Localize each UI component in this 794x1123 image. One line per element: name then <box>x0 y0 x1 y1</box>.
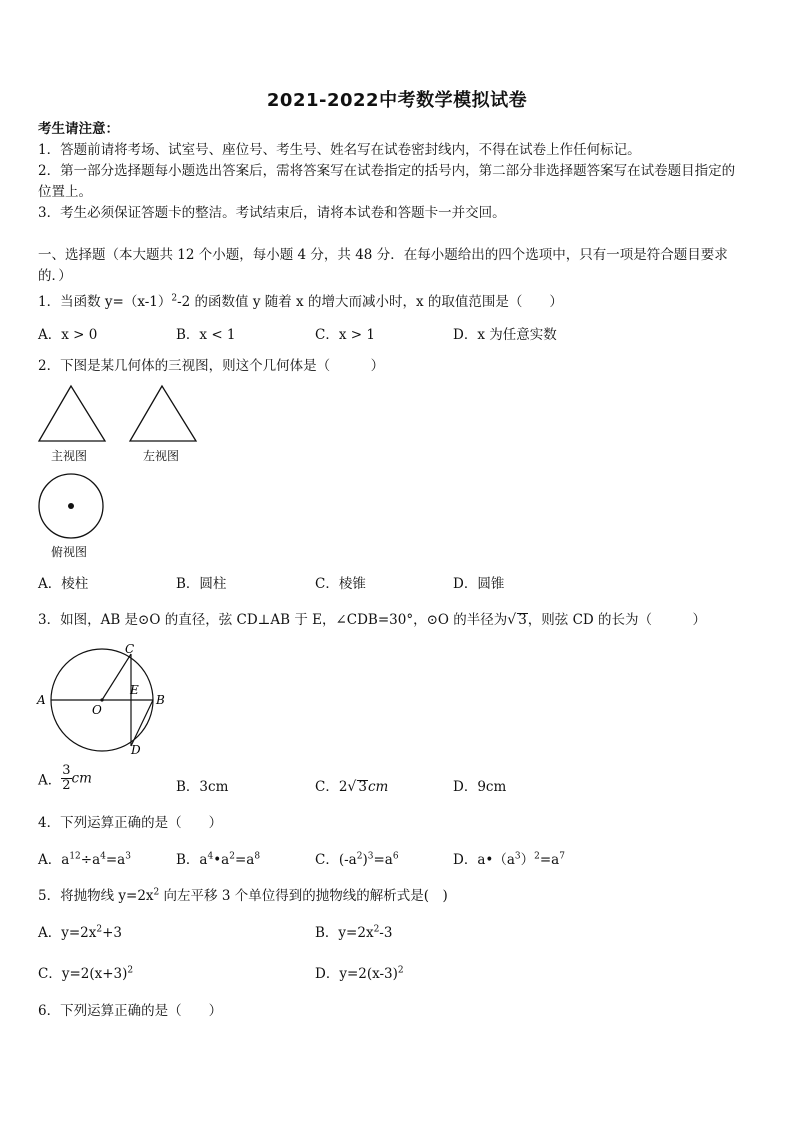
q2-option-b: B．圆柱 <box>176 576 227 592</box>
page-title: 2021-2022中考数学模拟试卷 <box>266 90 528 111</box>
q3-option-b: B．3cm <box>176 779 229 795</box>
front-view-caption: 主视图 <box>51 449 88 463</box>
label-e: E <box>130 683 139 697</box>
q5-option-c: C．$y=2(x+3)^2$ <box>38 965 134 982</box>
q4-option-b: B．$a^4•a^2=a^8$ <box>176 851 261 868</box>
top-view-caption: 俯视图 <box>51 545 88 559</box>
q5-option-a: A．$y=2x^2+3$ <box>38 924 123 941</box>
q2-option-d: D．圆锥 <box>453 576 505 592</box>
left-view-caption: 左视图 <box>143 449 180 463</box>
q1-option-c: C．x > 1 <box>315 327 375 343</box>
q4-option-c: C．$(-a^2)^3=a^6$ <box>315 851 399 868</box>
label-o: O <box>92 703 102 717</box>
label-c: C <box>125 642 135 656</box>
question-6-stem: 6．下列运算正确的是（ ） <box>38 1003 223 1019</box>
question-1-stem: 1．当函数 $y=(x-1)^2-2$ 的函数值 y 随着 x 的增大而减小时，x 的取值范围是（ ） <box>38 293 563 310</box>
left-view-triangle <box>127 384 199 444</box>
q2-option-a: A．棱柱 <box>38 576 89 592</box>
q1-option-d: D．x 为任意实数 <box>453 327 557 343</box>
notice-item-1: 1．答题前请将考场、试室号、座位号、考生号、姓名写在试卷密封线内，不得在试卷上作任何标记。 <box>38 142 641 158</box>
q4-option-d: D．$a•(a^3)^2=a^7$ <box>453 851 565 868</box>
section-heading-cont: 的．） <box>38 268 72 284</box>
question-3-stem: 3．如图，AB 是⊙O 的直径，弦 CD⊥AB 于 E，∠CDB=30°，⊙O 的半径为√ 3，则弦 CD 的长为（ ） <box>38 612 707 628</box>
q3-option-c: C．2√ 3cm <box>315 779 389 795</box>
q3-option-d: D．9cm <box>453 779 507 795</box>
section-heading: 一、选择题（本大题共 12 个小题，每小题 4 分，共 48 分．在每小题给出的四个选项中，只有一项是符合题目要求 <box>38 247 728 263</box>
question-4-stem: 4．下列运算正确的是（ ） <box>38 815 223 831</box>
notice-item-2: 2．第一部分选择题每小题选出答案后，需将答案写在试卷指定的括号内，第二部分非选择题答案写在试卷题目指定的 <box>38 163 736 179</box>
q2-option-c: C．棱锥 <box>315 576 366 592</box>
notice-heading: 考生请注意： <box>38 121 119 137</box>
notice-item-3: 3．考生必须保证答题卡的整洁。考试结束后，请将本试卷和答题卡一并交回。 <box>38 205 506 221</box>
label-a: A <box>37 693 46 707</box>
question-2-stem: 2．下图是某几何体的三视图，则这个几何体是（ ） <box>38 358 385 374</box>
label-b: B <box>156 693 165 707</box>
notice-item-2-cont: 位置上。 <box>38 184 92 200</box>
q3-option-a: A． $\frac{3}{2}$ cm <box>38 763 92 793</box>
front-view-triangle <box>36 384 108 444</box>
top-view-circle <box>36 472 108 542</box>
q1-option-a: A．x > 0 <box>38 327 98 343</box>
circle-diagram <box>34 640 174 762</box>
q5-option-b: B．$y=2x^2-3$ <box>315 924 393 941</box>
q4-option-a: A．$a^{12}\div a^4=a^3$ <box>38 851 131 868</box>
label-d: D <box>131 743 141 757</box>
question-5-stem: 5．将抛物线 $y=2x^2$ 向左平移 3 个单位得到的抛物线的解析式是( ) <box>38 887 448 904</box>
q5-option-d: D．$y=2(x-3)^2$ <box>315 965 404 982</box>
q1-option-b: B．x < 1 <box>176 327 236 343</box>
